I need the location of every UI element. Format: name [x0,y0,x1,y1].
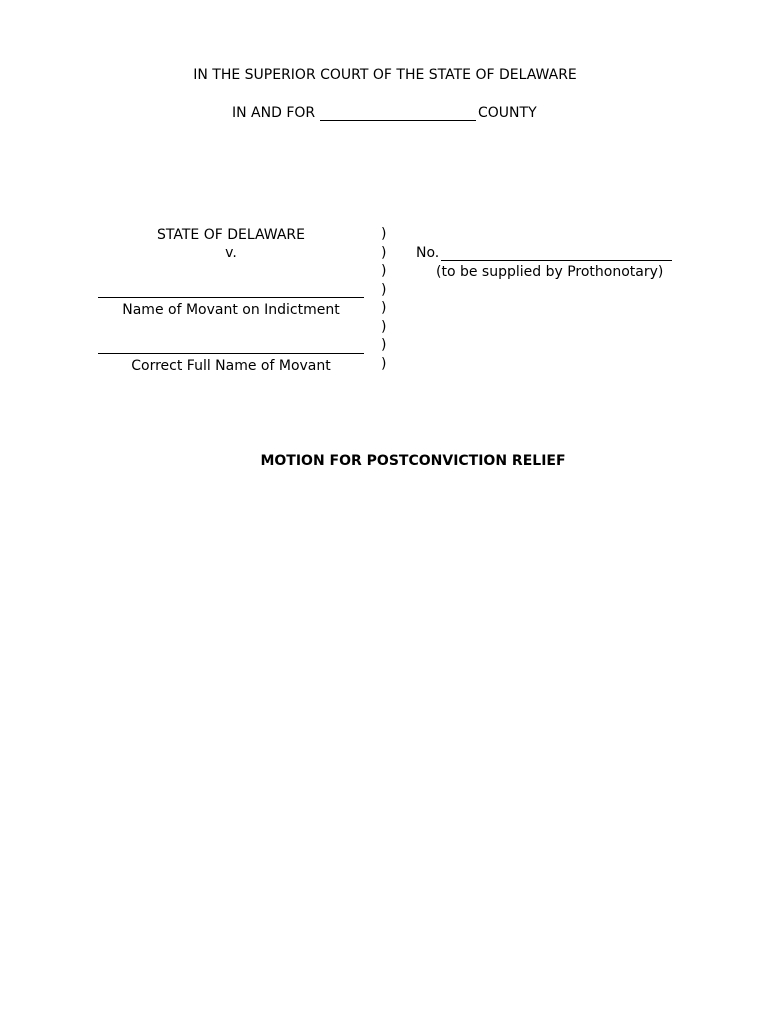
paren-mark: ) [381,263,387,279]
in-and-for-label: IN AND FOR [232,105,316,121]
movant-full-name-label: Correct Full Name of Movant [131,358,331,374]
court-heading: IN THE SUPERIOR COURT OF THE STATE OF DELAWARE [193,67,577,83]
paren-mark: ) [381,244,387,261]
case-no-label: No. [416,245,440,261]
document-title: MOTION FOR POSTCONVICTION RELIEF [260,453,566,469]
party-state: STATE OF DELAWARE [157,227,305,243]
case-no-note: (to be supplied by Prothonotary) [436,264,664,280]
movant-name-label: Name of Movant on Indictment [122,302,340,318]
movant-full-name-line[interactable] [98,353,364,354]
movant-name-line[interactable] [98,297,364,298]
versus-text: v. [225,245,237,261]
paren-mark: ) [381,355,387,372]
case-no-line[interactable] [441,260,672,261]
paren-mark: ) [381,337,387,353]
county-label: COUNTY [478,105,537,121]
caption-parentheses [381,225,393,373]
paren-mark: ) [381,318,387,335]
county-blank-line[interactable] [320,120,476,121]
paren-mark: ) [381,281,387,298]
paren-mark: ) [381,300,387,316]
paren-mark: ) [381,226,387,242]
